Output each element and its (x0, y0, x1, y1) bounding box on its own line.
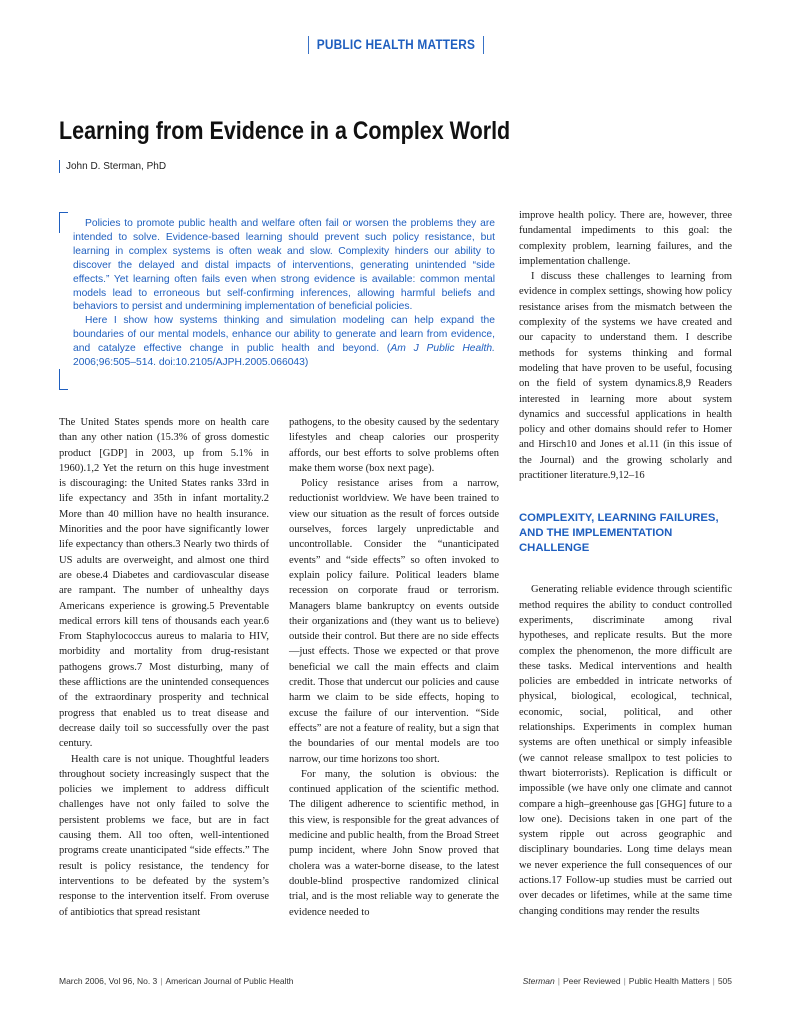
body-column-1 (59, 415, 269, 920)
footer-author: Sterman (522, 976, 555, 986)
body-paragraph: Generating reliable evidence through scientific method requires the ability to conduct controlled experiments, discriminate among rival hypotheses, and replicate results. But the more complex the phenomenon, the more difficult are these tasks. Medical interventions and health policies are embedded in intricate networks of physical, biological, ecological, technical, economic, social, political, and other relationships. Experiments in complex human systems are often unethical or simply infeasible (we cannot release smallpox to test policies to thwart bioterrorists). Replication is difficult or impossible (we have only one climate and cannot compare a high–greenhouse gas [GHG] future to a low one). Decisions taken in one part of the system ripple out across geographic and disciplinary boundaries. Long time delays mean we never experience the full consequences of our actions.17 Follow-up studies must be carried out over decades or lifetimes, while at the same time changing conditions may render the results (519, 584, 732, 917)
body-paragraph: For many, the solution is obvious: the continued application of the scientific method. The diligent adherence to scientific method, in this view, is responsible for the great advances of medicine and public health, from the Broad Street pump incident, where John Snow proved that cholera was a water-borne disease, to the latest double-blind prospective randomized clinical trial, and is the most reliable way to generate the evidence needed to (289, 768, 499, 918)
footer-separator: | (623, 976, 626, 986)
author-byline: John D. Sterman, PhD (59, 160, 166, 173)
footer-separator: | (160, 976, 163, 986)
abstract-paragraph-2 (73, 314, 495, 370)
footer-journal: American Journal of Public Health (165, 976, 294, 986)
page-number: 505 (717, 976, 732, 986)
abstract-text (73, 217, 495, 370)
body-paragraph: Policy resistance arises from a narrow, reductionist worldview. We have been trained to view our situation as the result of forces outside ourselves, forces largely unpredictable and uncontrollable. Consider the “unanticipated events” and “side effects” so often invoked to explain policy failure. Political leaders blame recession on corporate fraud or terrorism. Managers blame bankruptcy on events outside their organizations and (they want us to believe) outside their control. But there are no side effects—just effects. Those we expected or that prove beneficial we call the main effects and claim credit. Those that undercut our policies and cause harm we claim to be side effects, hoping to excuse the failure of our intervention. “Side effects” are not a feature of reality, but a sign that the boundaries of our mental models are too narrow, our time horizons too short. (289, 478, 499, 765)
body-paragraph: Health care is not unique. Thoughtful leaders throughout society increasingly suspect that the policies we implement to address difficult challenges have not only failed to solve the persistent problems we face, but are in fact causing them. All too often, well-intentioned programs create unanticipated “side effects.” The result is policy resistance, the tendency for interventions to be defeated by the system’s response to the intervention itself. From overuse of antibiotics that spread resistant (59, 753, 269, 918)
body-paragraph: pathogens, to the obesity caused by the sedentary lifestyles and cheap calories our prosperity affords, our best efforts to solve problems often make them worse (box next page). (289, 417, 499, 474)
footer-right (523, 976, 732, 986)
section-heading: COMPLEXITY, LEARNING FAILURES, AND THE IMPLEMENTATION CHALLENGE (519, 512, 719, 555)
section-banner-label: PUBLIC HEALTH MATTERS (308, 36, 484, 54)
footer-issue: March 2006, Vol 96, No. 3 (59, 976, 158, 986)
abstract-paragraph-1: Policies to promote public health and welfare often fail or worsen the problems they are intended to solve. Evidence-based learning should prevent such policy resistance, but learning in complex systems is often weak and slow. Complexity hinders our ability to discover the delayed and distal impacts of interventions, generating unintended “side effects.” Yet learning often fails even when strong evidence is available: common mental models lead to erroneous but self-confirming inferences, allowing harmful beliefs and behaviors to persist and undermining implementation of beneficial policies. (73, 218, 495, 313)
footer-left (59, 976, 294, 986)
article-title: Learning from Evidence in a Complex World (59, 117, 511, 145)
abstract-paragraph-2-text: Here I show how systems thinking and simulation modeling can help expand the boundaries of our mental models, enhance our ability to generate and learn from evidence, and catalyze effective change in public health and beyond. ( (73, 315, 495, 355)
body-paragraph: improve health policy. There are, however, three fundamental impediments to this goal: the complexity problem, learning failures, and the implementation challenge. (519, 210, 732, 267)
body-column-2 (289, 415, 499, 920)
abstract-citation-details: 2006;96:505–514. doi:10.2105/AJPH.2005.066043) (73, 357, 309, 369)
body-column-3 (519, 208, 732, 919)
footer-review-status: Peer Reviewed (562, 976, 621, 986)
abstract-bracket-bottom (59, 369, 68, 390)
abstract-citation-journal: Am J Public Health. (390, 343, 495, 355)
footer-separator: | (557, 976, 560, 986)
footer-separator: | (712, 976, 715, 986)
body-paragraph: The United States spends more on health care than any other nation (15.3% of gross domestic product [GDP] in 2003, up from 5.1% in 1960).1,2 Yet the return on this huge investment is discouraging: the United States ranks 33rd in life expectancy and 35th in infant mortality.2 More than 40 million have no health insurance. Minorities and the poor have significantly lower life expectancy than others.3 Nearly two thirds of US adults are overweight, and almost one third are obese.4 Diabetes and cardiovascular disease are rampant. The number of unhealthy days Americans experience is growing.5 Preventable medical errors kill tens of thousands each year.6 From Staphylococcus aureus to malaria to HIV, morbidity and mortality from drug-resistant pathogens grows.7 Most disturbing, many of these afflictions are the unintended consequences of the extraordinary prosperity and technical progress that enabled us to treat disease and decrease daily toil so successfully over the past century. (59, 417, 269, 750)
abstract-bracket-top (59, 212, 68, 233)
section-banner (0, 36, 791, 54)
abstract-box (59, 212, 499, 390)
body-paragraph: I discuss these challenges to learning from evidence in complex settings, showing how policy resistance arises from the mismatch between the complexity of the systems we have created and our capacity to understand them. I describe methods for systems thinking and formal modeling that have proven to be useful, focusing on the field of system dynamics.8,9 Readers interested in learning more about system dynamics and successful applications in health policy and other domains should refer to Homer and Hirsch10 and Jones et al.11 (in this issue of the Journal) and the growing scholarly and practitioner literature.9,12–16 (519, 271, 732, 482)
footer-section: Public Health Matters (628, 976, 710, 986)
